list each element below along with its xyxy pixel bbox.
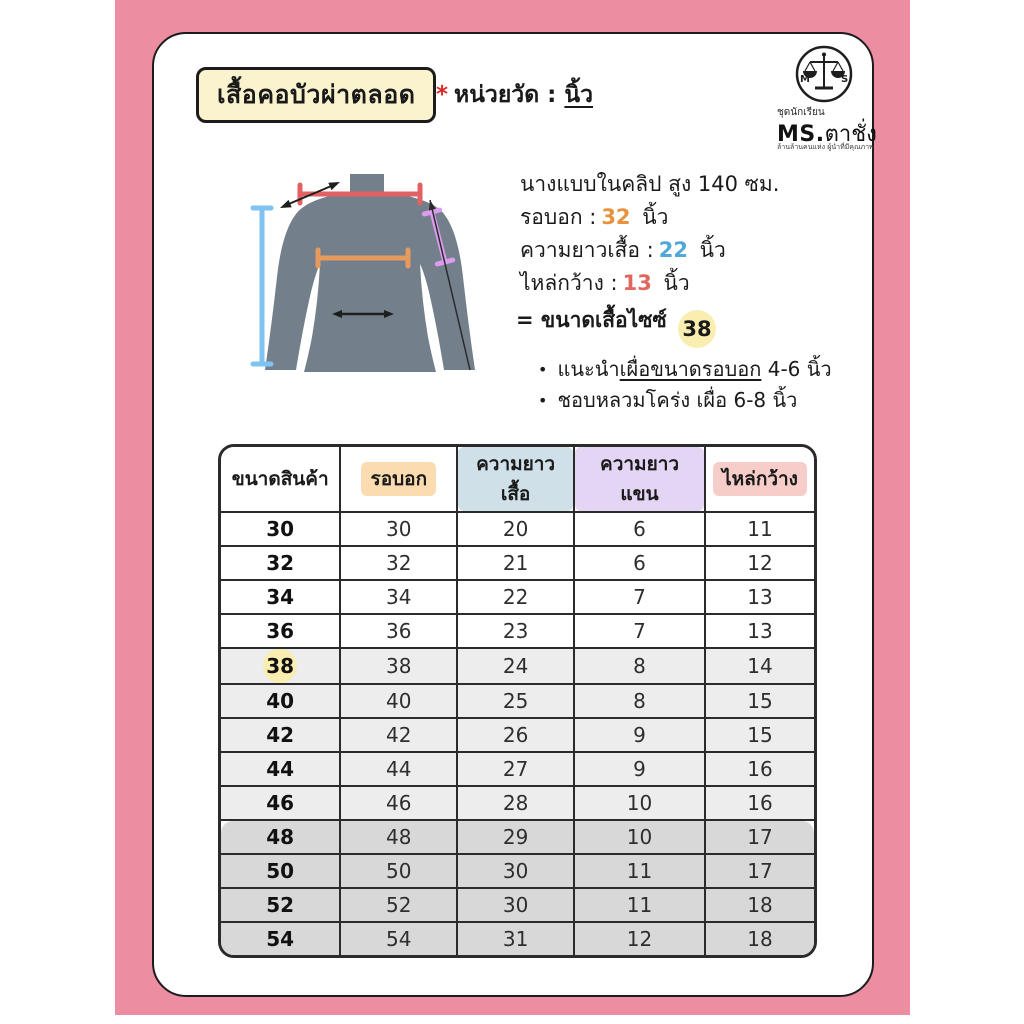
model-chest-value: 32 [601,205,631,229]
size-table-cell: 18 [706,923,814,955]
recommendation-bullet-2: • ชอบหลวมโคร่ง เผื่อ 6-8 นิ้ว [538,388,798,412]
size-table-cell: 29 [458,821,575,855]
size-table-cell: 27 [458,753,575,787]
size-table-cell: 6 [575,547,706,581]
model-info-block [520,168,779,300]
size-table-cell: 32 [341,547,458,581]
size-chart-card [152,32,877,997]
size-table-cell: 46 [221,787,341,821]
size-table-cell: 16 [706,753,814,787]
recommendation-bullet-1: • แนะนำเผื่อขนาดรอบอก 4-6 นิ้ว [538,357,832,381]
size-table-cell: 50 [221,855,341,889]
size-table-cell [221,649,341,685]
size-recommendation-block [516,304,832,416]
size-table-cell: 32 [221,547,341,581]
size-table-cell: 6 [575,513,706,547]
size-table-cell: 15 [706,685,814,719]
size-table-row-36 [221,615,814,649]
size-table-header-2: ความยาวเสื้อ [458,447,575,513]
brand-tagline: ล้านล้านคนแห่ง ผู้นำที่มีคุณภาพ [777,143,874,151]
size-table-cell: 21 [458,547,575,581]
size-table-cell: 16 [706,787,814,821]
size-table-cell: 24 [458,649,575,685]
size-table-cell: 10 [575,821,706,855]
size-table-header-row [221,447,814,513]
size-table-cell: 48 [341,821,458,855]
size-table-cell: 50 [341,855,458,889]
size-table-cell: 26 [458,719,575,753]
size-table-container [218,444,817,958]
size-table-row-44 [221,753,814,787]
size-table-cell: 54 [341,923,458,955]
size-table-row-50 [221,855,814,889]
logo-letter-m: M [800,74,810,85]
size-table-cell: 36 [221,615,341,649]
size-table-header-3: ความยาวแขน [575,447,706,513]
size-table-cell: 34 [341,581,458,615]
unit-label: หน่วยวัด : [454,82,557,108]
size-table-cell: 44 [341,753,458,787]
size-table-cell: 8 [575,649,706,685]
recommended-size-line: = ขนาดเสื้อไซซ์ 38 [516,304,832,348]
size-table-cell: 11 [706,513,814,547]
size-table-row-40 [221,685,814,719]
size-table-cell: 12 [575,923,706,955]
size-table-cell: 12 [706,547,814,581]
size-table-row-42 [221,719,814,753]
size-table-cell: 52 [341,889,458,923]
size-table-cell: 11 [575,889,706,923]
size-table-row-30 [221,513,814,547]
size-table-cell: 13 [706,615,814,649]
size-table-cell: 44 [221,753,341,787]
size-table-cell: 10 [575,787,706,821]
size-table-cell: 17 [706,855,814,889]
mannequin-measurement-diagram [232,142,509,414]
size-table-cell: 40 [341,685,458,719]
size-table [221,447,814,955]
size-table-row-32 [221,547,814,581]
size-table-cell: 42 [221,719,341,753]
size-table-cell: 54 [221,923,341,955]
size-table-cell: 42 [341,719,458,753]
model-shoulder-line: ไหล่กว้าง : 13 นิ้ว [520,271,690,295]
recommended-size-value: 38 [678,310,716,348]
model-height-line: นางแบบในคลิป สูง 140 ซม. [520,172,780,196]
asterisk: * [436,82,449,108]
size-table-cell: 9 [575,719,706,753]
size-table-cell: 25 [458,685,575,719]
size-table-cell: 23 [458,615,575,649]
mannequin-torso [265,174,475,372]
size-table-cell: 18 [706,889,814,923]
size-table-cell: 52 [221,889,341,923]
unit-value: นิ้ว [564,82,594,108]
size-table-cell: 7 [575,581,706,615]
size-table-cell: 15 [706,719,814,753]
size-table-cell: 17 [706,821,814,855]
size-table-cell: 8 [575,685,706,719]
model-length-line: ความยาวเสื้อ : 22 นิ้ว [520,238,726,262]
size-table-cell: 22 [458,581,575,615]
size-table-cell: 36 [341,615,458,649]
size-table-header-0: ขนาดสินค้า [221,447,341,513]
size-table-row-34 [221,581,814,615]
size-table-cell: 30 [458,889,575,923]
size-table-cell: 48 [221,821,341,855]
size-table-header-1: รอบอก [341,447,458,513]
size-table-cell: 34 [221,581,341,615]
size-table-row-54 [221,923,814,955]
size-table-cell: 30 [221,513,341,547]
size-table-row-48 [221,821,814,855]
size-table-cell: 30 [458,855,575,889]
unit-note [436,77,593,113]
brand-top-label: ชุดนักเรียน [777,107,825,118]
size-table-cell: 46 [341,787,458,821]
size-table-cell: 9 [575,753,706,787]
size-table-header-4: ไหล่กว้าง [706,447,814,513]
size-table-row-38 [221,649,814,685]
product-title-badge [196,67,436,123]
size-table-cell: 7 [575,615,706,649]
model-shoulder-value: 13 [622,271,652,295]
logo-letter-s: S [841,74,849,85]
size-table-cell: 28 [458,787,575,821]
shirt-length-bar [253,208,271,364]
size-table-cell: 13 [706,581,814,615]
size-table-row-46 [221,787,814,821]
size-table-cell: 38 [341,649,458,685]
size-table-cell: 40 [221,685,341,719]
product-title: เสื้อคอบัวผ่าตลอด [217,80,416,109]
model-chest-line: รอบอก : 32 นิ้ว [520,205,669,229]
size-table-cell: 30 [341,513,458,547]
size-table-cell: 11 [575,855,706,889]
model-length-value: 22 [658,238,688,262]
size-table-cell: 31 [458,923,575,955]
brand-scales-logo-icon [794,44,854,104]
size-table-cell: 14 [706,649,814,685]
highlighted-size-cell: 38 [263,649,297,683]
size-table-cell: 20 [458,513,575,547]
size-table-row-52 [221,889,814,923]
brand-name: MS.ตาชั่ง [777,122,877,147]
